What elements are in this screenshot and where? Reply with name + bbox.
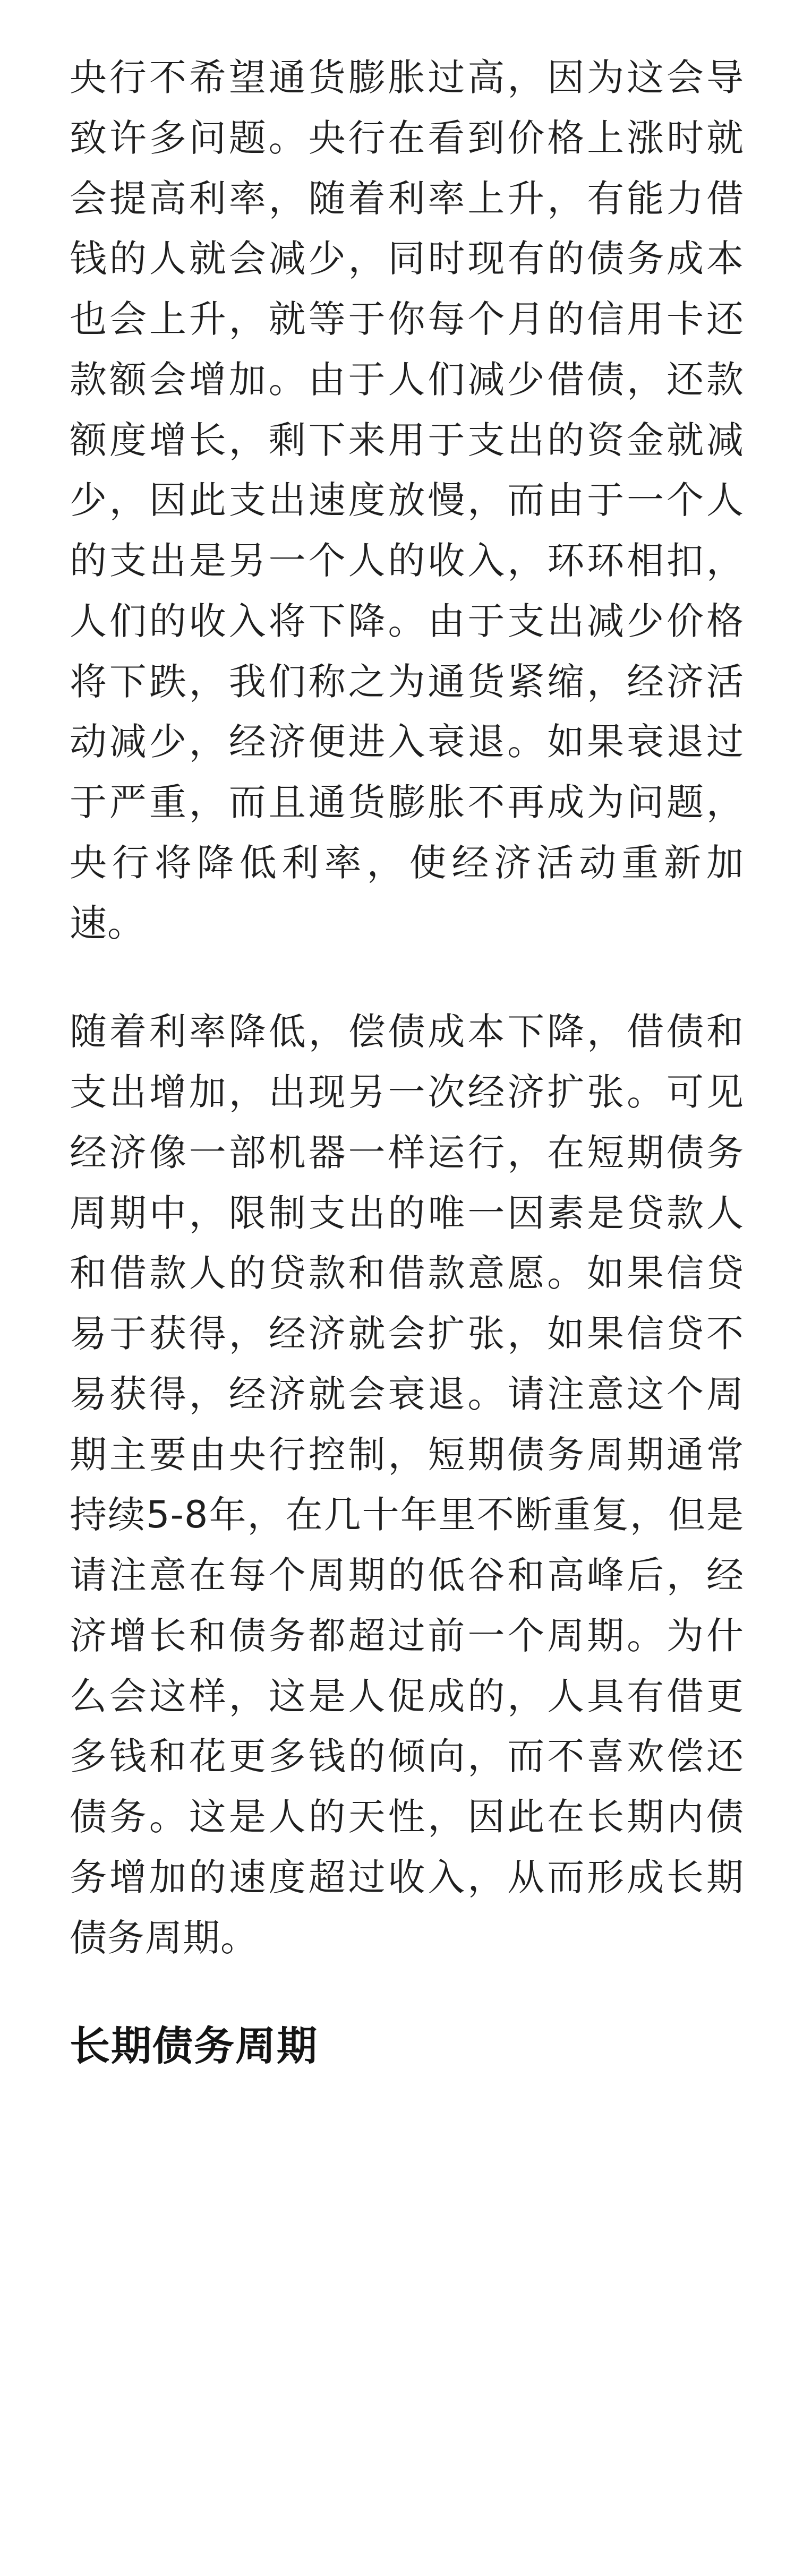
paragraph-short-term-debt-cycle: 随着利率降低，偿债成本下降，借债和支出增加，出现另一次经济扩张。可见经济像一部机器一样运行，在短期债务周期中，限制支出的唯一因素是贷款人和借款人的贷款和借款意愿。如果信贷易于获得，经济就会扩张，如果信贷不易获得，经济就会衰退。请注意这个周期主要由央行控制，短期债务周期通常持续5-8年，在几十年里不断重复，但是请注意在每个周期的低谷和高峰后，经济增长和债务都超过前一个周期。为什么会这样，这是人促成的，人具有借更多钱和花更多钱的倾向，而不喜欢偿还债务。这是人的天性，因此在长期内债务增加的速度超过收入，从而形成长期债务周期。	[70, 1010, 744, 1960]
paragraph-central-bank-inflation: 央行不希望通货膨胀过高，因为这会导致许多问题。央行在看到价格上涨时就会提高利率，随着利率上升，有能力借钱的人就会减少，同时现有的债务成本也会上升，就等于你每个月的信用卡还款额会增加。由于人们减少借债，还款额度增长，剩下来用于支出的资金就减少，因此支出速度放慢，而由于一个人的支出是另一个人的收入，环环相扣，人们的收入将下降。由于支出减少价格将下跌，我们称之为通货紧缩，经济活动减少，经济便进入衰退。如果衰退过于严重，而且通货膨胀不再成为问题，央行将降低利率，使经济活动重新加速。	[70, 56, 744, 945]
article-body	[70, 48, 744, 2075]
section-heading-long-term-debt-cycle: 长期债务周期	[70, 2022, 318, 2070]
